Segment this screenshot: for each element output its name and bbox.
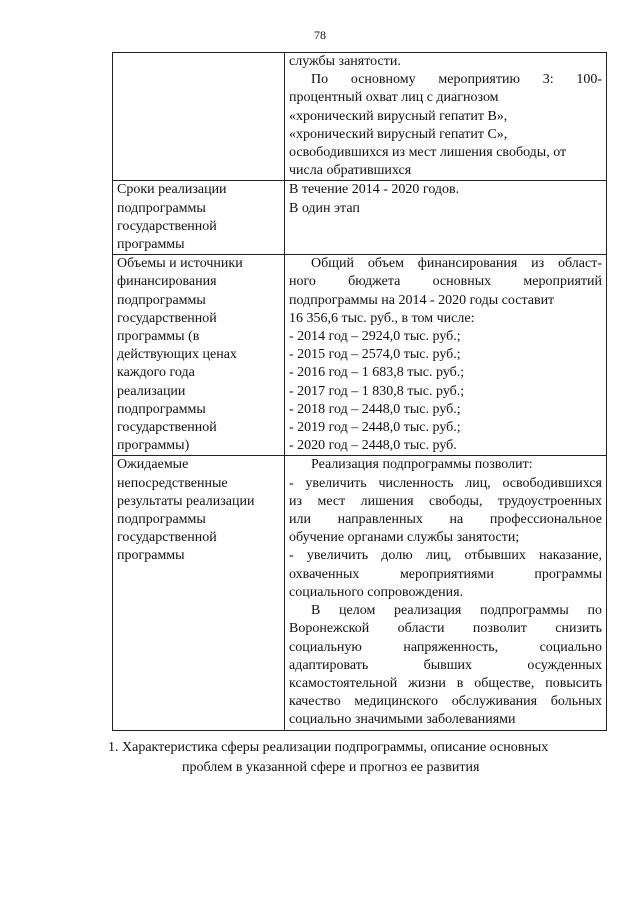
row-label-timeline <box>113 181 285 255</box>
text-line: 16 356,6 тыс. руб., в том числе: <box>289 310 475 326</box>
label-line: подпрограммы <box>117 401 206 417</box>
text-line: ксамостоятельной жизни в обществе, повысить <box>289 675 602 691</box>
text-line: охваченных мероприятиями программы <box>289 566 602 582</box>
label-line: Объемы и источники <box>117 256 243 272</box>
label-line: подпрограммы <box>117 200 206 216</box>
text-line: адаптировать бывших осужденных <box>289 657 602 673</box>
row-label-funding <box>113 255 285 456</box>
timeline-value-cell <box>285 181 607 255</box>
label-line: программы <box>117 548 185 564</box>
text-line: социальную напряженность, социально <box>289 639 602 655</box>
text-line: освободившихся из мест лишения свободы, от <box>289 145 567 161</box>
funding-year-2015: - 2015 год – 2574,0 тыс. руб.; <box>289 347 461 363</box>
text-line: - увеличить численность лиц, освободившихся <box>289 475 602 491</box>
label-line: программы) <box>117 438 190 454</box>
text-line: социально значимыми заболеваниями <box>289 712 516 728</box>
text-line: «хронический вирусный гепатит С», <box>289 126 508 142</box>
expected-results-value-cell <box>285 456 607 730</box>
table-row-indicators-continuation <box>113 53 607 181</box>
funding-year-2020: - 2020 год – 2448,0 тыс. руб. <box>289 438 457 454</box>
text-line: Общий объем финансирования из област- <box>311 256 602 272</box>
label-line: каждого года <box>117 365 195 381</box>
text-line: качество медицинского обслуживания больных <box>289 694 602 710</box>
text-line: числа обратившихся <box>289 163 412 179</box>
text-line: ного бюджета основных мероприятий <box>289 274 602 290</box>
section-heading-line: 1. Характеристика сферы реализации подпрограммы, описание основных <box>108 740 549 755</box>
text-line: Воронежской области позволит снизить <box>289 621 602 637</box>
label-line: реализации <box>117 383 186 399</box>
table-row-timeline <box>113 181 607 255</box>
label-line: государственной <box>117 310 217 326</box>
funding-year-2019: - 2019 год – 2448,0 тыс. руб.; <box>289 420 461 436</box>
funding-year-2014: - 2014 год – 2924,0 тыс. руб.; <box>289 329 461 345</box>
label-line: государственной <box>117 530 217 546</box>
label-line: подпрограммы <box>117 292 206 308</box>
label-line: финансирования <box>117 274 217 290</box>
row-label-expected-results <box>113 456 285 730</box>
section-heading-line: проблем в указанной сфере и прогноз ее развития <box>182 760 480 775</box>
label-line: действующих ценах <box>117 347 237 363</box>
text-line: - увеличить долю лиц, отбывших наказание, <box>289 548 602 564</box>
funding-year-2017: - 2017 год – 1 830,8 тыс. руб.; <box>289 383 465 399</box>
text-line: из мест лишения свободы, трудоустроенных <box>289 493 602 509</box>
row-label-empty <box>113 53 285 181</box>
text-line: В целом реализация подпрограммы по <box>311 603 602 619</box>
label-line: подпрограммы <box>117 512 206 528</box>
indicators-continuation-cell <box>285 53 607 181</box>
page-number: 78 <box>314 28 326 42</box>
text-line: или направленных на профессиональное <box>289 512 602 528</box>
label-line: Сроки реализации <box>117 182 227 198</box>
text-line: В течение 2014 - 2020 годов. <box>289 182 460 198</box>
text-line: В один этап <box>289 200 360 216</box>
text-line: процентный охват лиц с диагнозом <box>289 90 499 106</box>
text-line: обучение органами службы занятости; <box>289 530 520 546</box>
text-line: социального сопровождения. <box>289 584 464 600</box>
label-line: государственной <box>117 420 217 436</box>
label-line: Ожидаемые <box>117 457 189 473</box>
text-line: подпрограммы на 2014 - 2020 годы составит <box>289 292 555 308</box>
table-row-expected-results <box>113 456 607 730</box>
text-line: Реализация подпрограммы позволит: <box>311 457 533 473</box>
label-line: программы (в <box>117 329 200 345</box>
subprogram-passport-table <box>112 52 607 731</box>
label-line: программы <box>117 237 185 253</box>
table-row-funding <box>113 255 607 456</box>
funding-year-2016: - 2016 год – 1 683,8 тыс. руб.; <box>289 365 465 381</box>
label-line: государственной <box>117 218 217 234</box>
funding-year-2018: - 2018 год – 2448,0 тыс. руб.; <box>289 401 461 417</box>
section-heading <box>90 738 590 778</box>
text-line: «хронический вирусный гепатит В», <box>289 108 508 124</box>
label-line: непосредственные <box>117 475 228 491</box>
funding-value-cell <box>285 255 607 456</box>
text-line: По основному мероприятию 3: 100- <box>311 72 602 88</box>
text-line: службы занятости. <box>289 54 401 69</box>
label-line: результаты реализации <box>117 493 255 509</box>
